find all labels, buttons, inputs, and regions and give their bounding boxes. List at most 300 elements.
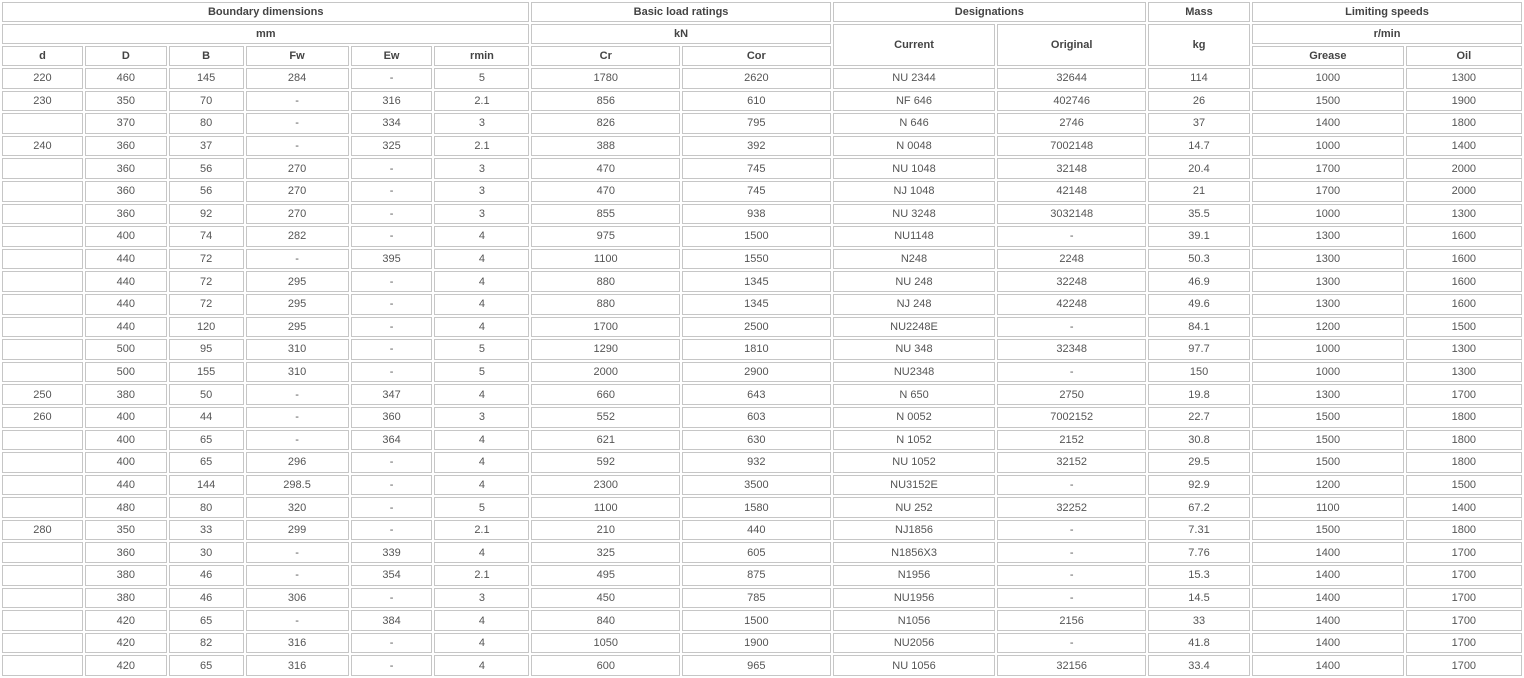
cell-grease: 1300 (1252, 249, 1404, 270)
cell-Fw: 295 (246, 317, 349, 338)
cell-oil: 1700 (1406, 542, 1522, 563)
cell-D: 420 (85, 633, 167, 654)
cell-B: 46 (169, 588, 244, 609)
cell-B: 56 (169, 158, 244, 179)
cell-grease: 1400 (1252, 542, 1404, 563)
cell-rmin: 4 (434, 430, 529, 451)
cell-oil: 1500 (1406, 475, 1522, 496)
cell-d (2, 610, 83, 631)
cell-Cr: 388 (531, 136, 680, 157)
cell-Fw: - (246, 91, 349, 112)
boundary-dimensions-header: Boundary dimensions (2, 2, 529, 22)
cell-Ew: - (351, 475, 433, 496)
cell-d (2, 113, 83, 134)
cell-grease: 1200 (1252, 317, 1404, 338)
cell-Cor: 1500 (682, 610, 831, 631)
cell-oil: 1800 (1406, 452, 1522, 473)
table-row (2, 588, 1522, 609)
cell-mass: 37 (1148, 113, 1250, 134)
cell-rmin: 4 (434, 655, 529, 676)
cell-mass: 29.5 (1148, 452, 1250, 473)
cell-rmin: 2.1 (434, 136, 529, 157)
cell-original: 2750 (997, 384, 1146, 405)
cell-Cor: 1500 (682, 226, 831, 247)
cell-Fw: - (246, 384, 349, 405)
cell-B: 92 (169, 204, 244, 225)
cell-rmin: 4 (434, 271, 529, 292)
cell-D: 400 (85, 430, 167, 451)
cell-d (2, 542, 83, 563)
cell-Cr: 470 (531, 181, 680, 202)
table-row (2, 294, 1522, 315)
cell-current: NU 248 (833, 271, 996, 292)
cell-D: 440 (85, 294, 167, 315)
cell-B: 95 (169, 339, 244, 360)
cell-Fw: 306 (246, 588, 349, 609)
cell-Cr: 621 (531, 430, 680, 451)
cell-mass: 21 (1148, 181, 1250, 202)
cell-rmin: 5 (434, 362, 529, 383)
cell-Ew: - (351, 317, 433, 338)
cell-rmin: 3 (434, 407, 529, 428)
cell-rmin: 4 (434, 384, 529, 405)
table-body (2, 68, 1522, 676)
cell-rmin: 2.1 (434, 565, 529, 586)
cell-D: 360 (85, 542, 167, 563)
cell-mass: 50.3 (1148, 249, 1250, 270)
cell-current: N 0052 (833, 407, 996, 428)
cell-Cor: 603 (682, 407, 831, 428)
cell-mass: 49.6 (1148, 294, 1250, 315)
cell-Ew: 347 (351, 384, 433, 405)
cell-grease: 1300 (1252, 294, 1404, 315)
cell-Cor: 965 (682, 655, 831, 676)
table-row (2, 520, 1522, 541)
cell-Ew: 354 (351, 565, 433, 586)
cell-Fw: 282 (246, 226, 349, 247)
cell-Cor: 1550 (682, 249, 831, 270)
cell-original: - (997, 588, 1146, 609)
table-row (2, 610, 1522, 631)
cell-Ew: - (351, 655, 433, 676)
cell-d (2, 362, 83, 383)
cell-oil: 1700 (1406, 565, 1522, 586)
table-row (2, 91, 1522, 112)
cell-d (2, 475, 83, 496)
cell-original: 402746 (997, 91, 1146, 112)
cell-original: 42148 (997, 181, 1146, 202)
table-row (2, 565, 1522, 586)
cell-grease: 1400 (1252, 655, 1404, 676)
cell-grease: 1200 (1252, 475, 1404, 496)
cell-original: 7002152 (997, 407, 1146, 428)
cell-current: NU1956 (833, 588, 996, 609)
cell-current: NJ1856 (833, 520, 996, 541)
cell-rmin: 4 (434, 226, 529, 247)
cell-oil: 1800 (1406, 407, 1522, 428)
cell-grease: 1000 (1252, 362, 1404, 383)
cell-Fw: 316 (246, 633, 349, 654)
cell-d: 220 (2, 68, 83, 89)
cell-oil: 1700 (1406, 588, 1522, 609)
cell-original: 7002148 (997, 136, 1146, 157)
cell-current: NJ 248 (833, 294, 996, 315)
cell-original: 2746 (997, 113, 1146, 134)
mass-header: Mass (1148, 2, 1250, 22)
cell-Cr: 880 (531, 271, 680, 292)
cell-d (2, 158, 83, 179)
cell-D: 440 (85, 475, 167, 496)
cell-Ew: 360 (351, 407, 433, 428)
cell-grease: 1000 (1252, 68, 1404, 89)
cell-Fw: 270 (246, 158, 349, 179)
cell-Cor: 610 (682, 91, 831, 112)
cell-original: - (997, 542, 1146, 563)
cell-Ew: 395 (351, 249, 433, 270)
table-row (2, 317, 1522, 338)
cell-Cor: 795 (682, 113, 831, 134)
cell-current: NU 348 (833, 339, 996, 360)
cell-current: NU 252 (833, 497, 996, 518)
cell-B: 82 (169, 633, 244, 654)
cell-Cr: 1700 (531, 317, 680, 338)
cell-current: NU3152E (833, 475, 996, 496)
cell-Cor: 3500 (682, 475, 831, 496)
cell-B: 144 (169, 475, 244, 496)
cell-current: NU 2344 (833, 68, 996, 89)
cell-grease: 1300 (1252, 226, 1404, 247)
cell-Cr: 2000 (531, 362, 680, 383)
cell-Cr: 1780 (531, 68, 680, 89)
cell-original: 2248 (997, 249, 1146, 270)
cell-Cor: 630 (682, 430, 831, 451)
cell-Cor: 875 (682, 565, 831, 586)
cell-Ew: 339 (351, 542, 433, 563)
cell-d (2, 181, 83, 202)
cell-Cr: 1050 (531, 633, 680, 654)
col-header-B: B (169, 46, 244, 66)
table-row (2, 542, 1522, 563)
cell-mass: 46.9 (1148, 271, 1250, 292)
table-row (2, 633, 1522, 654)
cell-Cor: 605 (682, 542, 831, 563)
cell-D: 360 (85, 136, 167, 157)
cell-rmin: 5 (434, 497, 529, 518)
cell-B: 33 (169, 520, 244, 541)
cell-Ew: 316 (351, 91, 433, 112)
cell-Cor: 2620 (682, 68, 831, 89)
cell-current: N1856X3 (833, 542, 996, 563)
cell-Fw: 299 (246, 520, 349, 541)
cell-Ew: - (351, 294, 433, 315)
cell-grease: 1700 (1252, 158, 1404, 179)
cell-grease: 1300 (1252, 271, 1404, 292)
cell-D: 350 (85, 91, 167, 112)
cell-original: 2156 (997, 610, 1146, 631)
cell-mass: 97.7 (1148, 339, 1250, 360)
cell-rmin: 4 (434, 317, 529, 338)
cell-Fw: 295 (246, 294, 349, 315)
cell-original: 32252 (997, 497, 1146, 518)
cell-grease: 1400 (1252, 633, 1404, 654)
cell-grease: 1500 (1252, 452, 1404, 473)
cell-oil: 1400 (1406, 136, 1522, 157)
cell-original: 2152 (997, 430, 1146, 451)
cell-Fw: 295 (246, 271, 349, 292)
cell-original: 32156 (997, 655, 1146, 676)
cell-Cr: 552 (531, 407, 680, 428)
col-header-Fw: Fw (246, 46, 349, 66)
cell-D: 380 (85, 565, 167, 586)
cell-Ew: - (351, 68, 433, 89)
cell-Fw: - (246, 249, 349, 270)
cell-Fw: - (246, 407, 349, 428)
cell-Fw: - (246, 542, 349, 563)
load-unit-header: kN (531, 24, 830, 44)
cell-Ew: - (351, 339, 433, 360)
cell-d: 280 (2, 520, 83, 541)
cell-current: NF 646 (833, 91, 996, 112)
cell-grease: 1500 (1252, 430, 1404, 451)
cell-d (2, 655, 83, 676)
cell-rmin: 4 (434, 475, 529, 496)
cell-Cr: 840 (531, 610, 680, 631)
cell-Ew: - (351, 497, 433, 518)
cell-Ew: - (351, 204, 433, 225)
cell-Ew: - (351, 362, 433, 383)
cell-B: 155 (169, 362, 244, 383)
cell-B: 65 (169, 452, 244, 473)
cell-Fw: 310 (246, 362, 349, 383)
cell-original: - (997, 565, 1146, 586)
table-row (2, 204, 1522, 225)
cell-Ew: 364 (351, 430, 433, 451)
cell-Fw: 270 (246, 181, 349, 202)
cell-Fw: - (246, 565, 349, 586)
table-row (2, 271, 1522, 292)
cell-Ew: - (351, 226, 433, 247)
cell-Cor: 1345 (682, 294, 831, 315)
cell-original: - (997, 520, 1146, 541)
cell-oil: 1600 (1406, 271, 1522, 292)
cell-Cr: 450 (531, 588, 680, 609)
cell-d: 240 (2, 136, 83, 157)
cell-Fw: 296 (246, 452, 349, 473)
cell-B: 56 (169, 181, 244, 202)
cell-Cr: 1100 (531, 249, 680, 270)
col-header-D: D (85, 46, 167, 66)
cell-d (2, 339, 83, 360)
cell-current: NU 1048 (833, 158, 996, 179)
cell-original: 32644 (997, 68, 1146, 89)
table-row (2, 68, 1522, 89)
cell-Fw: 298.5 (246, 475, 349, 496)
cell-Cr: 660 (531, 384, 680, 405)
cell-original: 32348 (997, 339, 1146, 360)
cell-mass: 7.76 (1148, 542, 1250, 563)
cell-grease: 1000 (1252, 204, 1404, 225)
cell-rmin: 4 (434, 610, 529, 631)
cell-Cr: 210 (531, 520, 680, 541)
current-designation-header: Current (833, 24, 996, 66)
cell-Ew: - (351, 271, 433, 292)
table-row (2, 136, 1522, 157)
cell-Fw: 320 (246, 497, 349, 518)
cell-grease: 1400 (1252, 113, 1404, 134)
cell-oil: 1700 (1406, 655, 1522, 676)
cell-d (2, 317, 83, 338)
designations-header: Designations (833, 2, 1146, 22)
col-header-grease: Grease (1252, 46, 1404, 66)
cell-current: NU1148 (833, 226, 996, 247)
cell-B: 44 (169, 407, 244, 428)
cell-Cor: 785 (682, 588, 831, 609)
cell-original: - (997, 226, 1146, 247)
cell-D: 400 (85, 452, 167, 473)
cell-grease: 1400 (1252, 588, 1404, 609)
cell-current: NU2348 (833, 362, 996, 383)
table-header (2, 2, 1522, 66)
cell-Fw: 316 (246, 655, 349, 676)
cell-Cr: 826 (531, 113, 680, 134)
cell-mass: 19.8 (1148, 384, 1250, 405)
cell-Ew: - (351, 158, 433, 179)
cell-B: 65 (169, 655, 244, 676)
cell-rmin: 4 (434, 249, 529, 270)
cell-mass: 7.31 (1148, 520, 1250, 541)
table-row (2, 158, 1522, 179)
cell-B: 72 (169, 249, 244, 270)
cell-mass: 22.7 (1148, 407, 1250, 428)
cell-D: 460 (85, 68, 167, 89)
cell-d: 250 (2, 384, 83, 405)
cell-D: 360 (85, 158, 167, 179)
cell-Ew: - (351, 452, 433, 473)
cell-d: 230 (2, 91, 83, 112)
col-header-oil: Oil (1406, 46, 1522, 66)
cell-rmin: 2.1 (434, 91, 529, 112)
cell-B: 65 (169, 610, 244, 631)
cell-grease: 1400 (1252, 565, 1404, 586)
col-header-Cor: Cor (682, 46, 831, 66)
cell-current: N248 (833, 249, 996, 270)
cell-oil: 1800 (1406, 113, 1522, 134)
table-row (2, 655, 1522, 676)
cell-oil: 1500 (1406, 317, 1522, 338)
cell-oil: 1300 (1406, 339, 1522, 360)
cell-oil: 1300 (1406, 362, 1522, 383)
cell-oil: 1800 (1406, 520, 1522, 541)
cell-d (2, 249, 83, 270)
boundary-unit-header: mm (2, 24, 529, 44)
col-header-Ew: Ew (351, 46, 433, 66)
cell-B: 145 (169, 68, 244, 89)
cell-Ew: 334 (351, 113, 433, 134)
table-row (2, 362, 1522, 383)
header-group-row (2, 2, 1522, 22)
cell-D: 440 (85, 271, 167, 292)
cell-oil: 1700 (1406, 633, 1522, 654)
cell-grease: 1500 (1252, 407, 1404, 428)
cell-Fw: 284 (246, 68, 349, 89)
cell-d (2, 271, 83, 292)
cell-original: 32148 (997, 158, 1146, 179)
table-row (2, 226, 1522, 247)
cell-current: NJ 1048 (833, 181, 996, 202)
cell-B: 72 (169, 294, 244, 315)
cell-mass: 20.4 (1148, 158, 1250, 179)
cell-mass: 39.1 (1148, 226, 1250, 247)
cell-original: 3032148 (997, 204, 1146, 225)
cell-D: 370 (85, 113, 167, 134)
cell-grease: 1500 (1252, 520, 1404, 541)
cell-current: N 646 (833, 113, 996, 134)
cell-current: NU 3248 (833, 204, 996, 225)
cell-Cr: 975 (531, 226, 680, 247)
cell-rmin: 5 (434, 68, 529, 89)
cell-B: 65 (169, 430, 244, 451)
cell-original: - (997, 362, 1146, 383)
cell-B: 50 (169, 384, 244, 405)
cell-Cr: 2300 (531, 475, 680, 496)
cell-Cr: 592 (531, 452, 680, 473)
speed-unit-header: r/min (1252, 24, 1522, 44)
table-row (2, 497, 1522, 518)
cell-D: 440 (85, 249, 167, 270)
cell-Cor: 440 (682, 520, 831, 541)
cell-original: - (997, 475, 1146, 496)
cell-mass: 150 (1148, 362, 1250, 383)
table-row (2, 339, 1522, 360)
cell-oil: 1300 (1406, 68, 1522, 89)
col-header-d: d (2, 46, 83, 66)
cell-mass: 15.3 (1148, 565, 1250, 586)
cell-rmin: 4 (434, 633, 529, 654)
cell-rmin: 4 (434, 452, 529, 473)
cell-current: N 1052 (833, 430, 996, 451)
cell-Cr: 325 (531, 542, 680, 563)
cell-oil: 1700 (1406, 610, 1522, 631)
cell-B: 120 (169, 317, 244, 338)
cell-oil: 1600 (1406, 249, 1522, 270)
cell-B: 80 (169, 497, 244, 518)
cell-d (2, 497, 83, 518)
cell-B: 46 (169, 565, 244, 586)
cell-Cor: 745 (682, 158, 831, 179)
table-row (2, 452, 1522, 473)
cell-Ew: 325 (351, 136, 433, 157)
cell-Fw: - (246, 430, 349, 451)
cell-oil: 1600 (1406, 226, 1522, 247)
cell-rmin: 3 (434, 204, 529, 225)
limiting-speeds-header: Limiting speeds (1252, 2, 1522, 22)
cell-original: 32248 (997, 271, 1146, 292)
cell-D: 500 (85, 362, 167, 383)
cell-mass: 67.2 (1148, 497, 1250, 518)
cell-D: 480 (85, 497, 167, 518)
cell-D: 500 (85, 339, 167, 360)
cell-Fw: - (246, 136, 349, 157)
table-row (2, 384, 1522, 405)
header-column-row (2, 46, 1522, 66)
cell-rmin: 3 (434, 158, 529, 179)
cell-D: 420 (85, 610, 167, 631)
cell-d (2, 430, 83, 451)
cell-mass: 14.5 (1148, 588, 1250, 609)
cell-Fw: - (246, 113, 349, 134)
cell-mass: 35.5 (1148, 204, 1250, 225)
cell-Ew: - (351, 588, 433, 609)
